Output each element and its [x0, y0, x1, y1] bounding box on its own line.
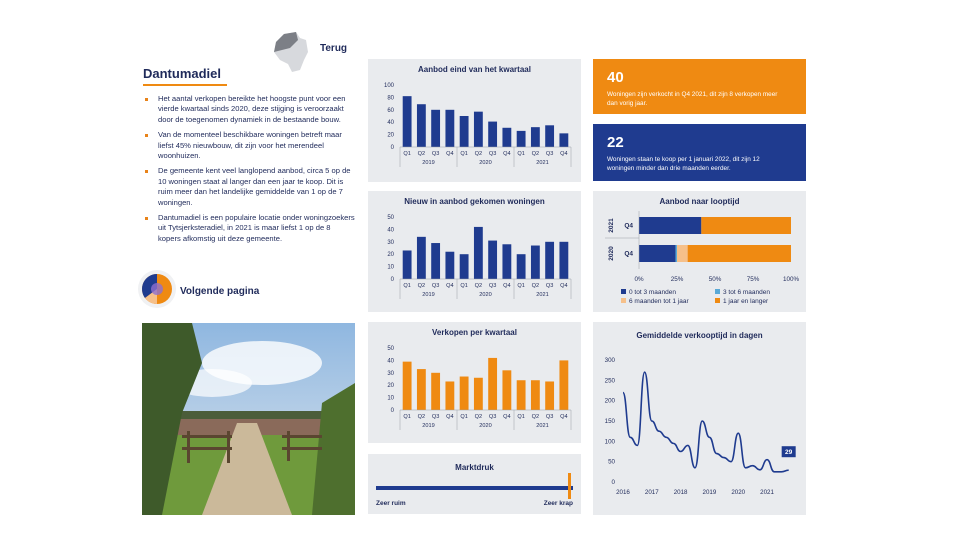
- y-tick-label: 200: [604, 397, 615, 405]
- panel-verkopen: [368, 322, 581, 443]
- legend-label: 0 tot 3 maanden: [629, 289, 676, 296]
- y-tick-label: 40: [387, 358, 394, 365]
- landscape-photo: [142, 323, 355, 515]
- insight-item: Dantumadiel is een populaire locatie onder woningzoekers uit Tytsjerksteradiel, in 2021 is maar liefst 1 op de 8 kopers afkomstig uit deze gemeente.: [143, 213, 355, 244]
- y-tick-label: 20: [387, 252, 394, 259]
- marktdruk-marker: [568, 473, 571, 499]
- insight-item: Van de momenteel beschikbare woningen betreft maar liefst 45% nieuwbouw, dit zijn voor het merendeel woonhuizen.: [143, 130, 355, 161]
- bar: [488, 358, 497, 410]
- insight-list: [143, 94, 355, 249]
- chart-aanbod: [368, 59, 581, 182]
- bar: [460, 254, 469, 279]
- year-label: 2021: [536, 160, 549, 166]
- chart-verkopen: [368, 322, 581, 443]
- stacked-segment: [639, 217, 701, 234]
- x-tick-label: Q1: [460, 283, 468, 289]
- x-tick-label: Q4: [560, 283, 568, 289]
- insight-item: Het aantal verkopen bereikte het hoogste punt voor een vierde kwartaal sinds 2020, deze stijging is veroorzaakt door de toegenomen dynamiek in de bestaande bouw.: [143, 94, 355, 125]
- bar: [545, 242, 554, 279]
- chart-title: Verkopen per kwartaal: [432, 328, 517, 337]
- legend-swatch: [621, 289, 626, 294]
- kpi-text: Woningen zijn verkocht in Q4 2021, dit zijn 8 verkopen meer dan vorig jaar.: [607, 91, 778, 107]
- row-year-label: 2020: [608, 246, 615, 261]
- chart-title: Gemiddelde verkooptijd in dagen: [636, 331, 763, 340]
- y-tick-label: 80: [387, 95, 394, 102]
- chart-title: Aanbod naar looptijd: [659, 197, 740, 206]
- legend-label: 1 jaar en langer: [723, 298, 769, 305]
- pie-chart-icon[interactable]: [137, 269, 177, 309]
- x-tick-label: Q3: [488, 151, 497, 157]
- marktdruk-title: Marktdruk: [455, 463, 494, 472]
- bar: [517, 131, 526, 147]
- bar: [474, 378, 483, 410]
- kpi-number: 22: [607, 134, 624, 151]
- x-tick-label: Q3: [488, 414, 497, 420]
- x-tick-label: Q2: [417, 414, 426, 420]
- back-link[interactable]: Terug: [320, 43, 348, 54]
- row-quarter-label: Q4: [624, 222, 633, 230]
- y-tick-label: 60: [387, 107, 394, 114]
- y-tick-label: 10: [387, 264, 394, 271]
- marktdruk-bar: [376, 486, 573, 490]
- bar: [488, 122, 497, 147]
- year-label: 2019: [422, 423, 435, 429]
- marktdruk-right-label: Zeer krap: [543, 500, 573, 507]
- x-tick-label: Q4: [446, 283, 454, 289]
- y-tick-label: 30: [387, 370, 394, 377]
- y-tick-label: 0: [390, 145, 394, 151]
- bar: [545, 381, 554, 410]
- x-tick-label: Q2: [474, 283, 483, 289]
- bar: [502, 244, 511, 279]
- stacked-segment: [639, 245, 675, 262]
- x-tick-label: Q4: [503, 283, 511, 289]
- x-tick-label: Q2: [474, 151, 483, 157]
- municipality-title: Dantumadiel: [143, 66, 222, 81]
- x-tick-label: 2020: [731, 489, 746, 496]
- legend-label: 6 maanden tot 1 jaar: [629, 298, 689, 305]
- y-tick-label: 10: [387, 395, 394, 402]
- x-tick-label: Q1: [517, 414, 525, 420]
- y-tick-label: 0: [611, 479, 615, 486]
- y-tick-label: 20: [387, 383, 394, 390]
- chart-verkooptijd: [593, 322, 806, 515]
- x-tick-label: 100%: [782, 276, 800, 283]
- bar: [403, 96, 412, 147]
- bar: [502, 370, 511, 410]
- y-tick-label: 20: [387, 132, 394, 139]
- chart-title: Nieuw in aanbod gekomen woningen: [404, 197, 545, 206]
- x-tick-label: Q4: [503, 414, 511, 420]
- bar: [531, 380, 540, 410]
- panel-nieuw: [368, 191, 581, 312]
- x-tick-label: Q1: [517, 283, 525, 289]
- x-tick-label: 2016: [616, 489, 630, 496]
- bar: [431, 373, 440, 410]
- kpi-for-sale: [593, 124, 806, 181]
- bar: [445, 252, 454, 279]
- x-tick-label: Q2: [531, 151, 540, 157]
- stacked-segment: [677, 245, 688, 262]
- panel-looptijd: [593, 191, 806, 312]
- x-tick-label: Q1: [517, 151, 525, 157]
- bar: [474, 112, 483, 147]
- y-tick-label: 50: [387, 215, 394, 221]
- x-tick-label: Q3: [431, 414, 440, 420]
- bar: [517, 254, 526, 279]
- x-tick-label: 75%: [746, 276, 760, 283]
- bar: [445, 110, 454, 147]
- bar: [403, 362, 412, 410]
- series-line: [623, 372, 789, 472]
- bar: [559, 242, 568, 279]
- stacked-segment: [688, 245, 791, 262]
- x-tick-label: Q4: [446, 151, 454, 157]
- row-quarter-label: Q4: [624, 250, 633, 258]
- bar: [531, 246, 540, 279]
- legend-label: 3 tot 6 maanden: [723, 289, 770, 296]
- year-label: 2021: [536, 292, 549, 298]
- title-underline: [143, 84, 227, 86]
- bar: [417, 104, 426, 147]
- y-tick-label: 50: [608, 458, 615, 466]
- y-tick-label: 150: [604, 418, 615, 425]
- x-tick-label: Q4: [503, 151, 511, 157]
- x-tick-label: Q1: [403, 414, 411, 420]
- x-tick-label: Q4: [560, 414, 568, 420]
- y-tick-label: 250: [604, 377, 615, 385]
- x-tick-label: Q4: [446, 414, 454, 420]
- y-tick-label: 50: [387, 346, 394, 352]
- bar: [460, 377, 469, 410]
- year-label: 2020: [479, 423, 492, 429]
- x-tick-label: Q3: [431, 151, 440, 157]
- x-tick-label: Q3: [545, 151, 554, 157]
- year-label: 2019: [422, 292, 435, 298]
- bar: [460, 116, 469, 147]
- x-tick-label: 50%: [708, 276, 722, 283]
- bar: [559, 360, 568, 410]
- x-tick-label: Q1: [403, 151, 411, 157]
- last-value-label: 29: [785, 449, 793, 457]
- x-tick-label: Q1: [403, 283, 411, 289]
- region-map-icon[interactable]: [270, 28, 318, 74]
- kpi-number: 40: [607, 69, 624, 86]
- bar: [474, 227, 483, 279]
- bar: [431, 110, 440, 147]
- bar: [445, 381, 454, 410]
- insight-item: De gemeente kent veel langlopend aanbod, circa 5 op de 10 woningen staat al langer dan een jaar te koop. Dit is ruim meer dan het landelijke gemiddelde van 1 op de 7 woningen.: [143, 166, 355, 208]
- x-tick-label: Q2: [531, 414, 540, 420]
- bar: [545, 125, 554, 147]
- row-year-label: 2021: [608, 218, 615, 233]
- y-tick-label: 100: [383, 83, 394, 89]
- x-tick-label: 25%: [670, 276, 684, 283]
- y-tick-label: 100: [604, 438, 615, 446]
- y-tick-label: 30: [387, 239, 394, 246]
- y-tick-label: 300: [604, 357, 615, 364]
- bar: [431, 243, 440, 279]
- legend-swatch: [715, 298, 720, 303]
- panel-aanbod: [368, 59, 581, 182]
- year-label: 2020: [479, 160, 492, 166]
- x-tick-label: Q3: [545, 414, 554, 420]
- y-tick-label: 0: [390, 277, 394, 283]
- x-tick-label: 2021: [760, 489, 774, 496]
- next-page-link[interactable]: Volgende pagina: [180, 286, 260, 297]
- panel-verkooptijd: [593, 322, 806, 515]
- bar: [531, 127, 540, 147]
- stacked-segment: [701, 217, 791, 234]
- kpi-text: Woningen staan te koop per 1 januari 2022, dit zijn 12 woningen minder dan drie maanden eerder.: [607, 156, 760, 172]
- bar: [517, 380, 526, 410]
- legend-swatch: [715, 289, 720, 294]
- marktdruk-left-label: Zeer ruim: [376, 500, 406, 507]
- x-tick-label: Q2: [417, 283, 426, 289]
- bar: [559, 133, 568, 147]
- bar: [502, 128, 511, 147]
- chart-nieuw: [368, 191, 581, 312]
- kpi-sales: [593, 59, 806, 114]
- bar: [488, 241, 497, 279]
- y-tick-label: 40: [387, 227, 394, 234]
- x-tick-label: 2018: [673, 489, 688, 496]
- bar: [403, 250, 412, 279]
- x-tick-label: Q3: [431, 283, 440, 289]
- x-tick-label: 2017: [644, 489, 659, 496]
- x-tick-label: Q1: [460, 414, 468, 420]
- bar: [417, 237, 426, 279]
- x-tick-label: Q2: [417, 151, 426, 157]
- x-tick-label: Q2: [531, 283, 540, 289]
- x-tick-label: Q4: [560, 151, 568, 157]
- y-tick-label: 40: [387, 120, 394, 127]
- panel-marktdruk: [368, 454, 581, 514]
- chart-looptijd: [593, 191, 806, 312]
- stacked-segment: [675, 245, 677, 262]
- x-tick-label: 0%: [634, 276, 644, 283]
- y-tick-label: 0: [390, 408, 394, 414]
- chart-title: Aanbod eind van het kwartaal: [418, 65, 531, 74]
- x-tick-label: 2019: [702, 489, 717, 496]
- year-label: 2019: [422, 160, 435, 166]
- x-tick-label: Q3: [488, 283, 497, 289]
- year-label: 2021: [536, 423, 549, 429]
- legend-swatch: [621, 298, 626, 303]
- x-tick-label: Q3: [545, 283, 554, 289]
- bar: [417, 369, 426, 410]
- x-tick-label: Q1: [460, 151, 468, 157]
- year-label: 2020: [479, 292, 492, 298]
- x-tick-label: Q2: [474, 414, 483, 420]
